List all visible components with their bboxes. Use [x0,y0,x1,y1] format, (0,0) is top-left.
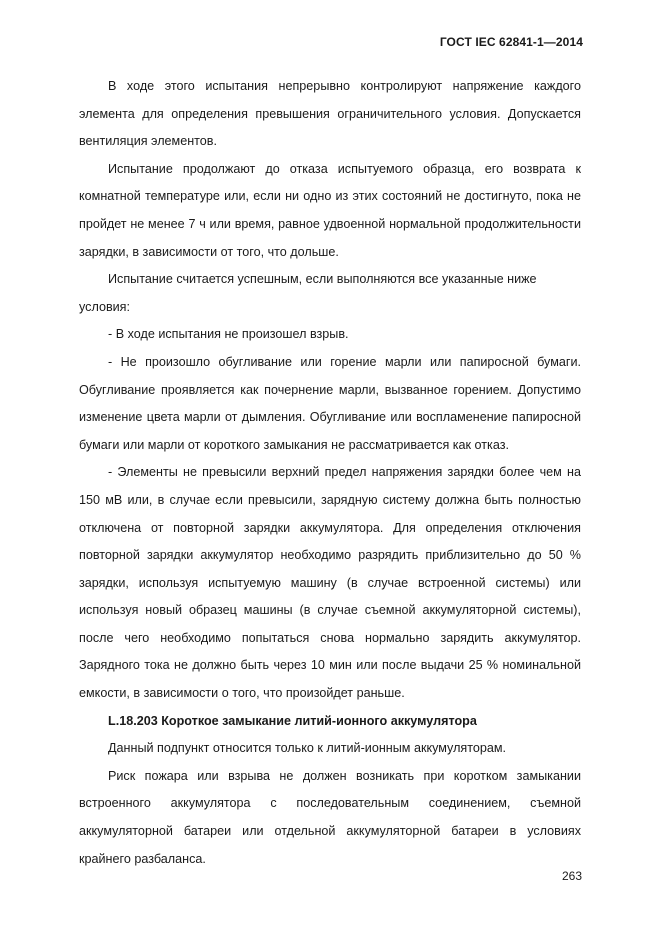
standard-id-header: ГОСТ IEC 62841-1—2014 [439,35,583,49]
paragraph-success-criteria: Испытание считается успешным, если выполняются все указанные ниже условия: [79,272,537,314]
document-body [79,73,581,873]
paragraph-monitoring: В ходе этого испытания непрерывно контролируют напряжение каждого элемента для определения превышения ограничительного условия. Допускается вентиляция элементов. [79,79,581,149]
criterion-voltage-limit: - Элементы не превысили верхний предел напряжения зарядки более чем на 150 мВ или, в случае если превысили, зарядную систему должна быть полностью отключена от повторной зарядки аккумулятора. Для определения отключения повторной зарядки аккумулятор необходимо разрядить приблизительно до 50 % зарядки, используя испытуемую машину (в случае встроенной системы) или используя новый образец машины (в случае съемной аккумуляторной системы), после чего необходимо попытаться снова нормально зарядить аккумулятор. Зарядного тока не должно быть через 10 мин или после выдачи 25 % номинальной емкости, в зависимости о того, что произойдет раньше. [79,465,581,701]
paragraph-test-duration: Испытание продолжают до отказа испытуемого образца, его возврата к комнатной температуре или, если ни одно из этих состояний не достигнуто, пока не пройдет не менее 7 ч или время, равное удвоенной нормальной продолжительности зарядки, в зависимости от того, что дольше. [79,161,581,259]
criterion-no-charring: - Не произошло обугливание или горение марли или папиросной бумаги. Обугливание проявляется как почернение марли, вызванное горением. Допустимо изменение цвета марли от дымления. Обугливание или воспламенение папиросной бумаги или марли от короткого замыкания не рассматривается как отказ. [79,354,581,452]
section-heading: L.18.203 Короткое замыкание литий-ионного аккумулятора [108,713,477,728]
criterion-no-explosion: - В ходе испытания не произошел взрыв. [108,327,349,342]
page-number: 263 [561,869,582,883]
section-risk-paragraph: Риск пожара или взрыва не должен возникать при коротком замыкании встроенного аккумулятора с последовательным соединением, съемной аккумуляторной батареи или отдельной аккумуляторной батареи в условиях крайнего разбаланса. [79,768,581,866]
section-scope-paragraph: Данный подпункт относится только к литий-ионным аккумуляторам. [108,741,507,756]
